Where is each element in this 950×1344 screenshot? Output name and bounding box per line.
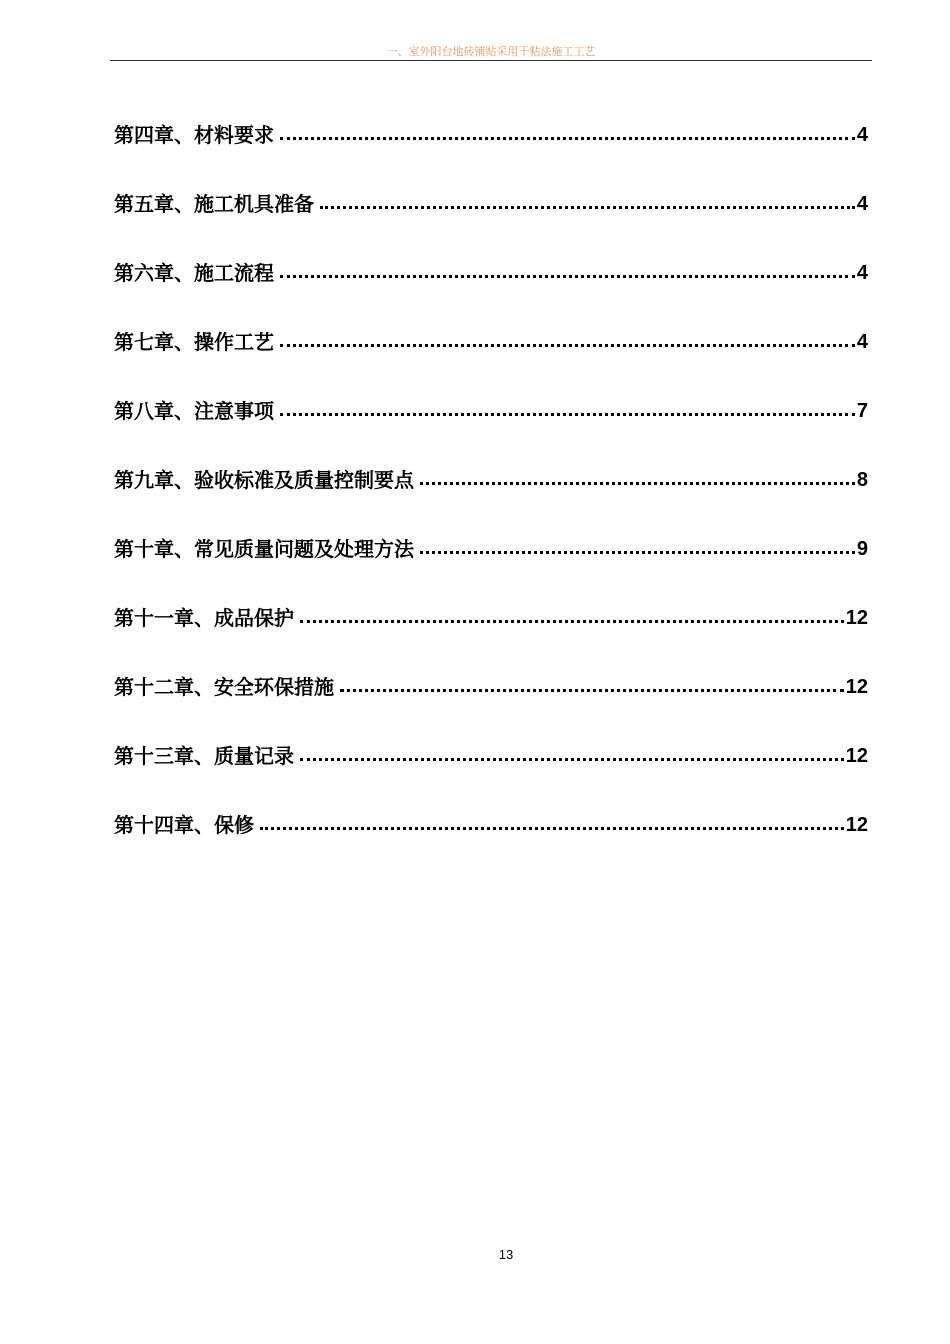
page-header-title: 一、室外阳台地砖铺贴采用干粘法施工工艺 [386, 45, 596, 58]
toc-entry-page: 4 [856, 193, 868, 215]
toc-entry[interactable] [114, 149, 868, 218]
toc-entry-page: 12 [845, 814, 868, 836]
toc-entry[interactable] [114, 80, 868, 149]
toc-dot-leader [280, 413, 855, 416]
toc-entry[interactable] [114, 218, 868, 287]
toc-dot-leader [280, 275, 855, 278]
toc-entry[interactable] [114, 701, 868, 770]
toc-entry-page: 4 [856, 262, 868, 284]
toc-dot-leader [320, 206, 855, 209]
header-divider [110, 60, 872, 61]
toc-dot-leader [340, 689, 844, 692]
toc-entry-page: 12 [845, 745, 868, 767]
toc-dot-leader [280, 137, 855, 140]
toc-entry-label: 第十四章、保修 [114, 813, 254, 837]
table-of-contents [114, 80, 868, 839]
page-number: 13 [498, 1247, 514, 1262]
toc-entry-label: 第九章、验收标准及质量控制要点 [114, 468, 414, 492]
toc-entry-page: 12 [845, 607, 868, 629]
toc-entry-page: 9 [856, 538, 868, 560]
toc-entry-page: 7 [856, 400, 868, 422]
toc-entry[interactable] [114, 632, 868, 701]
toc-entry[interactable] [114, 356, 868, 425]
toc-entry-page: 4 [856, 124, 868, 146]
toc-entry[interactable] [114, 770, 868, 839]
toc-entry[interactable] [114, 563, 868, 632]
toc-dot-leader [300, 758, 844, 761]
toc-dot-leader [420, 551, 855, 554]
toc-entry-label: 第十一章、成品保护 [114, 606, 294, 630]
toc-entry[interactable] [114, 425, 868, 494]
toc-entry-page: 8 [856, 469, 868, 491]
toc-entry-label: 第四章、材料要求 [114, 123, 274, 147]
toc-dot-leader [420, 482, 855, 485]
toc-entry-label: 第十章、常见质量问题及处理方法 [114, 537, 414, 561]
toc-entry-label: 第十三章、质量记录 [114, 744, 294, 768]
toc-dot-leader [300, 620, 844, 623]
toc-entry-label: 第五章、施工机具准备 [114, 192, 314, 216]
toc-entry-label: 第八章、注意事项 [114, 399, 274, 423]
toc-entry-page: 4 [856, 331, 868, 353]
toc-entry-page: 12 [845, 676, 868, 698]
toc-dot-leader [280, 344, 855, 347]
toc-dot-leader [260, 827, 844, 830]
toc-entry-label: 第十二章、安全环保措施 [114, 675, 334, 699]
toc-entry-label: 第六章、施工流程 [114, 261, 274, 285]
toc-entry[interactable] [114, 494, 868, 563]
toc-entry[interactable] [114, 287, 868, 356]
toc-entry-label: 第七章、操作工艺 [114, 330, 274, 354]
